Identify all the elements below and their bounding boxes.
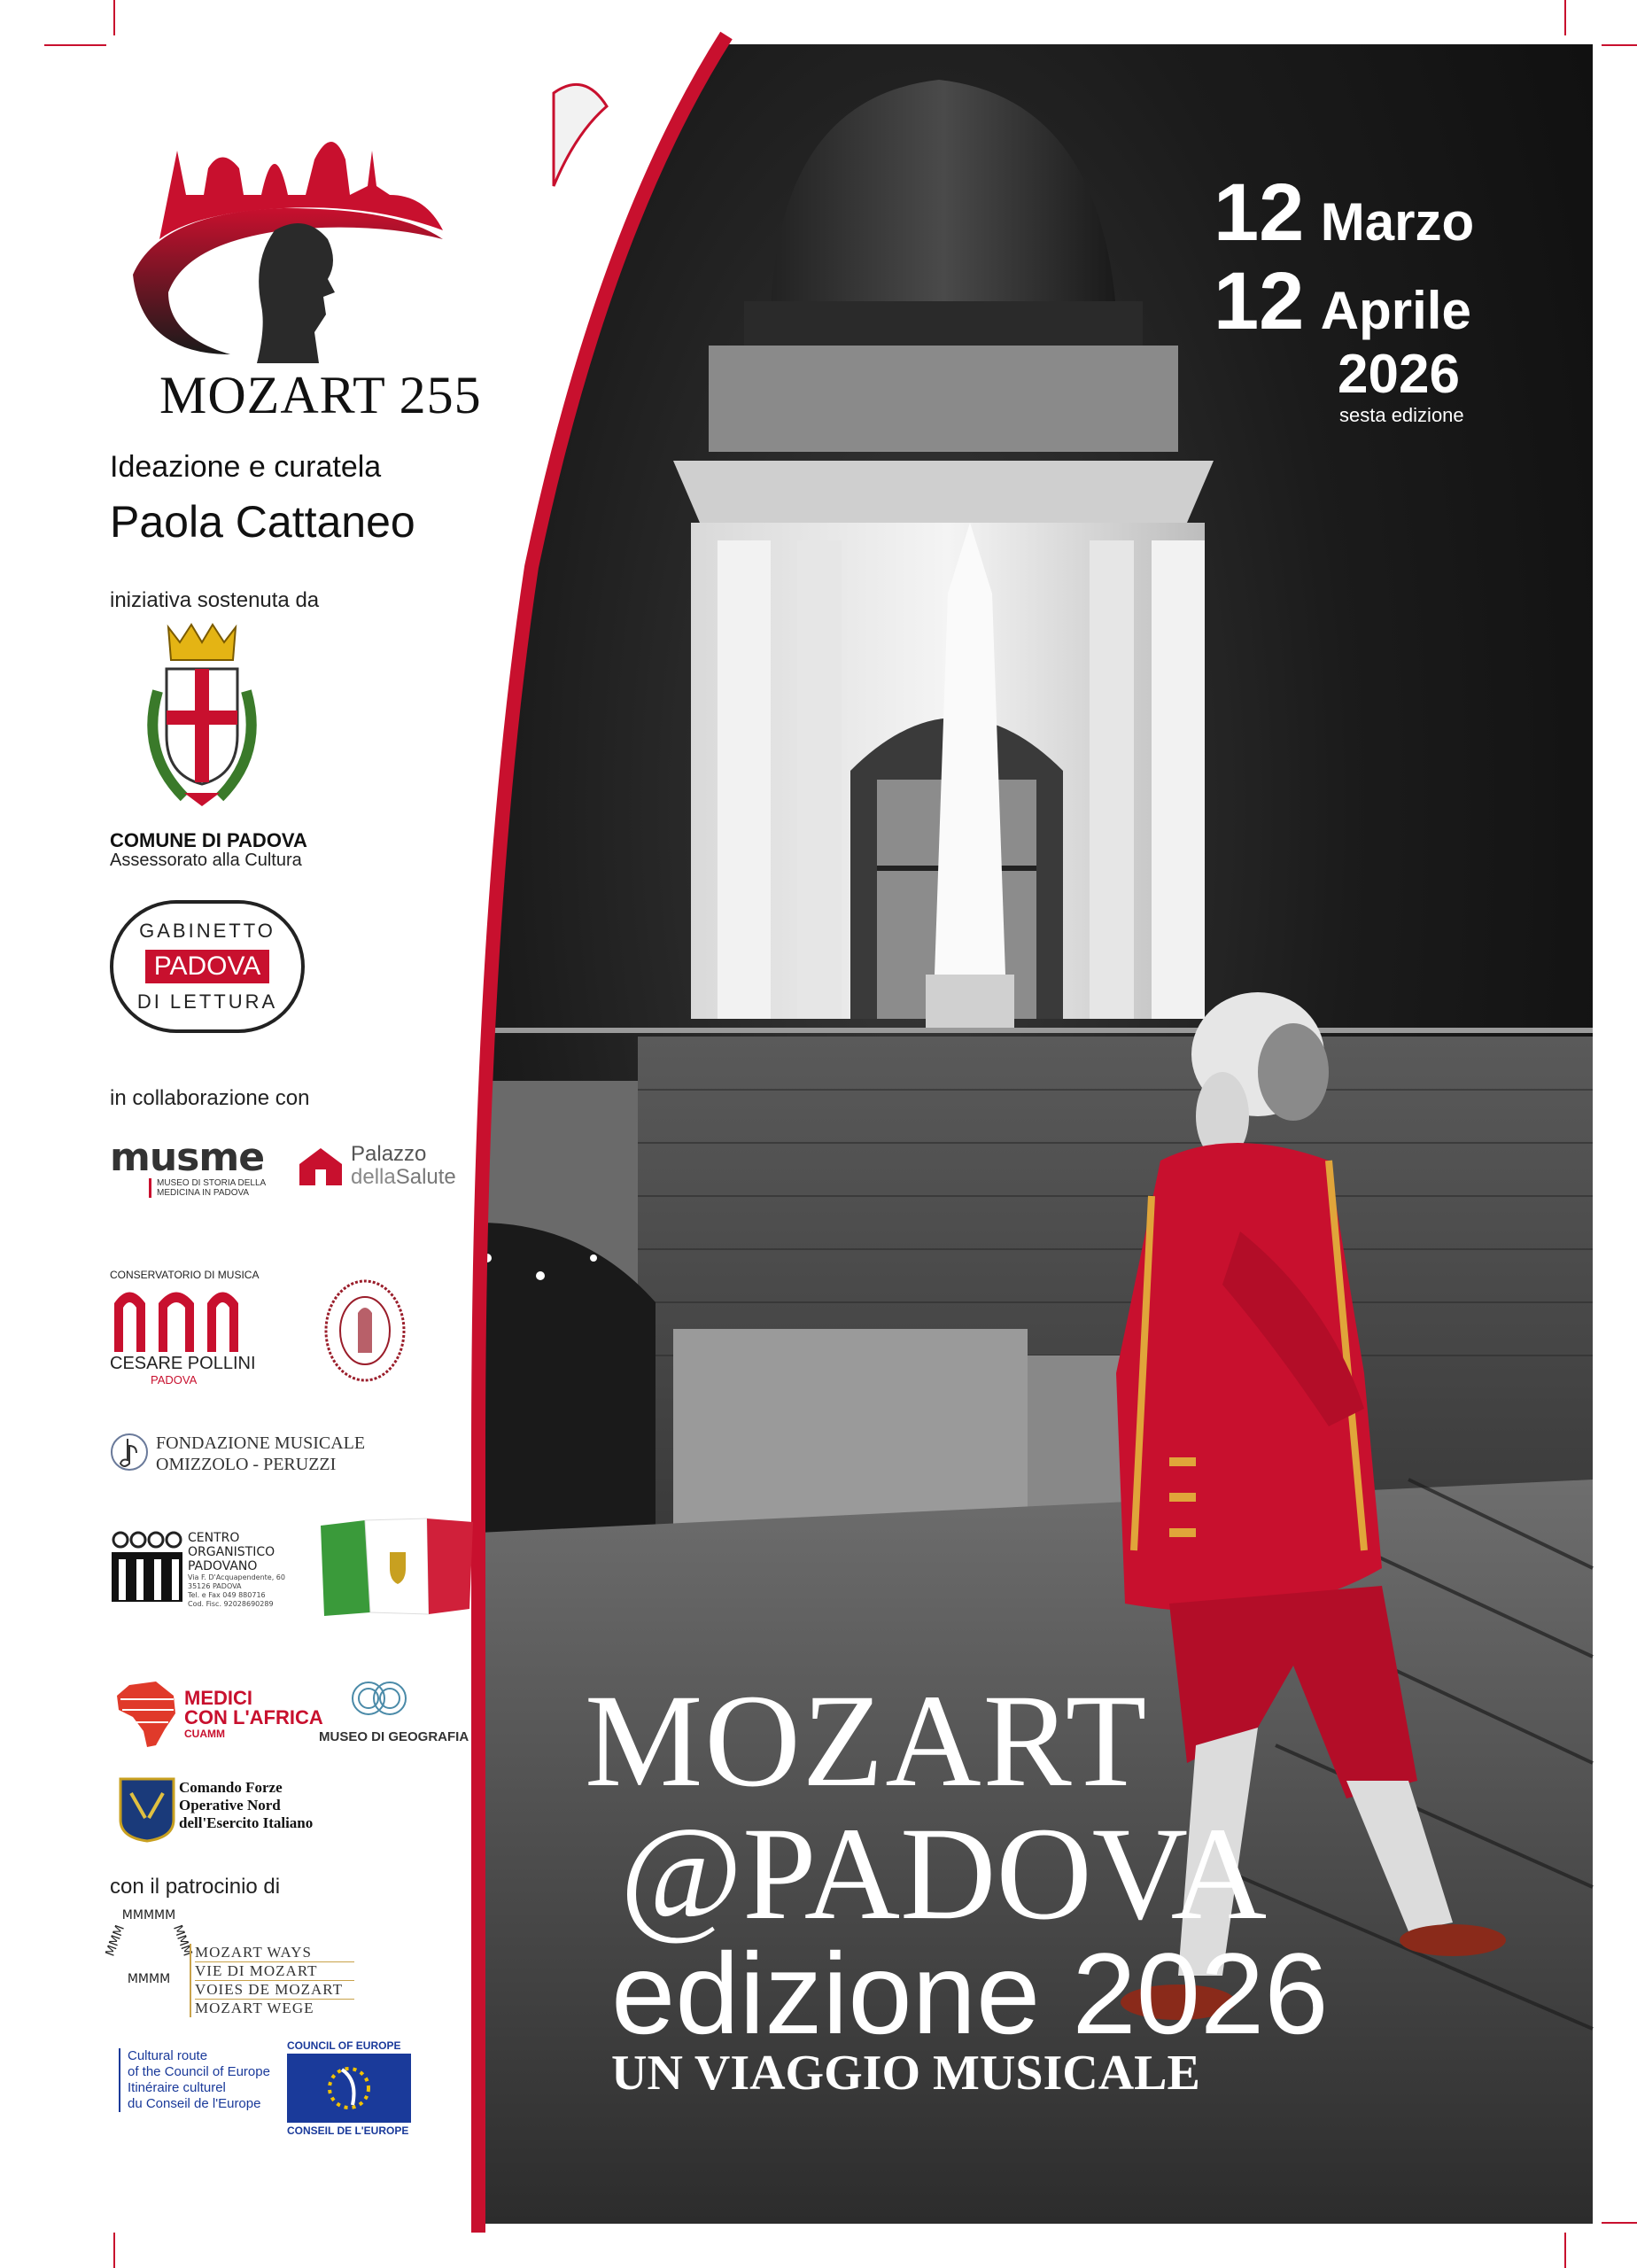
title-line-mozart: MOZART — [585, 1667, 1149, 1814]
musme-name: musme — [110, 1135, 265, 1180]
medici-line-2: CON L'AFRICA — [184, 1706, 323, 1728]
svg-text:MMM: MMM — [170, 1922, 195, 1959]
medici-line-3: CUAMM — [184, 1728, 225, 1740]
supported-by-label: iniziativa sostenuta da — [110, 588, 320, 612]
edition-label: sesta edizione — [1339, 404, 1464, 426]
crop-mark — [1564, 2233, 1566, 2268]
comando-line-1: Comando Forze — [179, 1779, 283, 1796]
fondazione-line-1: FONDAZIONE MUSICALE — [156, 1433, 366, 1453]
mozart-ways-line-2: VIE DI MOZART — [195, 1962, 318, 1979]
mozart-ways-emblem-icon — [103, 1907, 195, 1986]
infinity-loops-icon — [351, 1678, 407, 1719]
musme-sub-2: MEDICINA IN PADOVA — [157, 1188, 250, 1198]
date-year: 2026 — [1338, 344, 1460, 405]
gabinetto-middle: PADOVA — [145, 950, 269, 983]
crop-mark — [1564, 0, 1566, 35]
mozart-ways-line-3: VOIES DE MOZART — [195, 1981, 343, 1998]
svg-text:MMMM: MMMM — [127, 1972, 171, 1986]
centro-line-6: Tel. e Fax 049 880716 — [188, 1591, 266, 1599]
curator-name: Paola Cattaneo — [110, 497, 415, 547]
crop-mark — [113, 2233, 115, 2268]
page-curl — [461, 35, 762, 2233]
gabinetto-top: GABINETTO — [139, 920, 275, 942]
conservatorio-city: PADOVA — [151, 1373, 198, 1386]
conservatorio-arches-icon — [110, 1281, 243, 1352]
council-of-europe-flag-icon — [287, 2054, 411, 2123]
collaboration-label: in collaborazione con — [110, 1086, 310, 1110]
palazzo-line-2a: della — [351, 1165, 396, 1189]
museo-geografia-text: MUSEO DI GEOGRAFIA — [319, 1729, 469, 1744]
monastero-seal-icon — [321, 1278, 409, 1384]
mozart-255-logo-icon — [106, 97, 496, 372]
date-day-start: 12 — [1214, 167, 1305, 258]
palazzo-line-1: Palazzo — [351, 1142, 427, 1166]
comando-line-3: dell'Esercito Italiano — [179, 1814, 314, 1831]
centro-line-7: Cod. Fisc. 92028690289 — [188, 1600, 274, 1608]
title-line-subtitle: UN VIAGGIO MUSICALE — [611, 2046, 1200, 2101]
gabinetto-lettura-logo — [110, 900, 305, 1033]
date-month-end: Aprile — [1320, 281, 1471, 340]
africa-map-icon — [112, 1678, 184, 1751]
route-line-3: Itinéraire culturel — [128, 2080, 226, 2095]
mozart-ways-line-1: MOZART WAYS — [195, 1944, 313, 1961]
cultural-route-text — [119, 2048, 270, 2112]
palazzo-house-icon — [296, 1145, 345, 1187]
mozart-ways-line-4: MOZART WEGE — [195, 2000, 314, 2016]
fondazione-line-2: OMIZZOLO - PERUZZI — [156, 1455, 337, 1474]
centro-line-5: 35126 PADOVA — [188, 1582, 242, 1590]
musme-logo — [110, 1135, 267, 1198]
centro-line-1: CENTRO — [188, 1531, 240, 1545]
coe-top-text: COUNCIL OF EUROPE — [287, 2039, 401, 2052]
museo-storico-flag-icon — [321, 1517, 473, 1616]
date-day-end: 12 — [1214, 256, 1305, 346]
organ-pipes-icon — [110, 1529, 184, 1602]
comando-text — [179, 1779, 313, 1832]
mozart-255-logo-text: MOZART 255 — [159, 366, 482, 424]
palazzo-line-2b: Salute — [395, 1165, 456, 1189]
svg-text:MMM: MMM — [103, 1922, 128, 1959]
route-line-2: of the Council of Europe — [128, 2064, 270, 2079]
comune-sub: Assessorato alla Cultura — [110, 850, 302, 870]
comando-shield-icon — [119, 1775, 175, 1843]
gabinetto-bottom: DI LETTURA — [136, 990, 278, 1013]
route-line-1: Cultural route — [128, 2048, 208, 2063]
crop-mark — [113, 0, 115, 35]
route-line-4: du Conseil de l'Europe — [128, 2096, 261, 2111]
centro-line-3: PADOVANO — [188, 1559, 258, 1573]
dates-block — [1214, 168, 1586, 427]
musme-sub-1: MUSEO DI STORIA DELLA — [157, 1178, 267, 1188]
centro-line-2: ORGANISTICO — [188, 1545, 275, 1559]
comune-padova-coat-of-arms-icon — [131, 620, 273, 815]
mozart-ways-text — [190, 1944, 354, 2017]
crop-mark — [1602, 44, 1637, 46]
crop-mark — [44, 44, 106, 46]
title-line-padova: @PADOVA — [620, 1800, 1268, 1947]
title-line-edition: edizione 2026 — [611, 1929, 1329, 2058]
conservatorio-name: CESARE POLLINI — [110, 1354, 256, 1373]
comando-line-2: Operative Nord — [179, 1797, 281, 1814]
curator-label: Ideazione e curatela — [110, 450, 382, 484]
svg-text:MMMMM: MMMMM — [121, 1908, 176, 1922]
crop-mark — [1602, 2222, 1637, 2224]
centro-organistico-text — [188, 1531, 285, 1609]
coe-bottom-text: CONSEIL DE L'EUROPE — [287, 2124, 409, 2137]
comune-name: COMUNE DI PADOVA — [110, 829, 307, 851]
palazzo-salute-logo — [351, 1143, 456, 1189]
conservatorio-top: CONSERVATORIO DI MUSICA — [110, 1269, 260, 1281]
date-month-start: Marzo — [1320, 192, 1475, 252]
medici-line-1: MEDICI — [184, 1687, 252, 1709]
centro-line-4: Via F. D'Acquapendente, 60 — [188, 1573, 285, 1581]
patronage-label: con il patrocinio di — [110, 1875, 281, 1899]
music-note-icon — [110, 1430, 149, 1474]
